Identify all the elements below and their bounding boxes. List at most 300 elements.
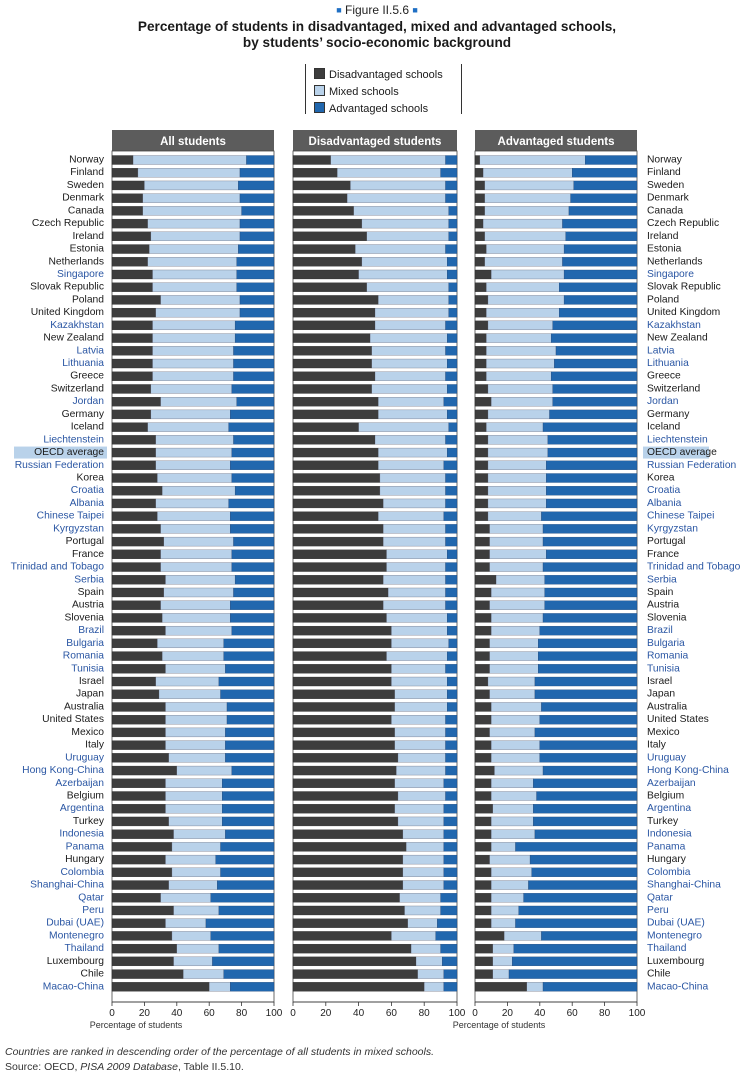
bar-disadvantaged-students-iceland-disadvantaged: [293, 423, 359, 432]
bar-disadvantaged-students-japan-advantaged: [447, 690, 457, 699]
bar-disadvantaged-students-argentina-mixed: [395, 804, 444, 813]
bar-disadvantaged-students-czech-republic-advantaged: [449, 219, 457, 228]
bar-all-students-chinese-taipei-disadvantaged: [112, 512, 157, 521]
bar-advantaged-students-netherlands-mixed: [485, 257, 563, 266]
bar-advantaged-students-austria-mixed: [490, 601, 545, 610]
country-label-latvia: Latvia: [76, 345, 104, 357]
bar-disadvantaged-students-new-zealand-disadvantaged: [293, 334, 370, 343]
country-label-right-austria: Austria: [647, 599, 680, 611]
bar-all-students-slovenia-advantaged: [230, 613, 274, 622]
bar-all-students-jordan-advantaged: [237, 397, 274, 406]
bar-disadvantaged-students-turkey-mixed: [398, 817, 444, 826]
country-label-right-liechtenstein: Liechtenstein: [647, 434, 708, 446]
country-label-right-uruguay: Uruguay: [647, 752, 686, 764]
bar-all-students-macao-china-mixed: [209, 982, 230, 991]
x-tick-label-disadvantaged-students-20: 20: [320, 1008, 332, 1019]
bar-all-students-poland-mixed: [161, 295, 240, 304]
bar-advantaged-students-czech-republic-disadvantaged: [475, 219, 483, 228]
country-label-right-croatia: Croatia: [647, 485, 681, 497]
bar-disadvantaged-students-liechtenstein-advantaged: [446, 435, 457, 444]
bar-all-students-peru-disadvantaged: [112, 906, 174, 915]
bar-advantaged-students-denmark-advantaged: [571, 194, 637, 203]
country-label-jordan: Jordan: [72, 396, 104, 408]
bar-advantaged-students-shanghai-china-advantaged: [528, 881, 637, 890]
bar-advantaged-students-albania-disadvantaged: [475, 499, 488, 508]
bar-advantaged-students-chile-advantaged: [509, 970, 637, 979]
bar-advantaged-students-russian-federation-mixed: [488, 461, 546, 470]
bar-all-students-hong-kong-china-advantaged: [232, 766, 274, 775]
bar-all-students-finland-mixed: [138, 168, 240, 177]
bar-disadvantaged-students-france-mixed: [386, 550, 447, 559]
country-label-right-greece: Greece: [647, 370, 681, 382]
bar-disadvantaged-students-uruguay-mixed: [398, 753, 446, 762]
bar-advantaged-students-oecd-average-disadvantaged: [475, 448, 488, 457]
bar-all-students-chile-advantaged: [224, 970, 274, 979]
bar-advantaged-students-chile-disadvantaged: [475, 970, 493, 979]
bar-disadvantaged-students-greece-disadvantaged: [293, 372, 375, 381]
country-label-estonia: Estonia: [69, 243, 104, 255]
bar-disadvantaged-students-korea-advantaged: [446, 474, 457, 483]
bar-advantaged-students-united-kingdom-disadvantaged: [475, 308, 486, 317]
bar-disadvantaged-students-montenegro-disadvantaged: [293, 931, 391, 940]
bar-disadvantaged-students-korea-disadvantaged: [293, 474, 380, 483]
bar-disadvantaged-students-tunisia-advantaged: [446, 664, 457, 673]
country-label-right-poland: Poland: [647, 294, 680, 306]
bar-all-students-luxembourg-advantaged: [212, 957, 274, 966]
bar-all-students-liechtenstein-mixed: [156, 435, 234, 444]
bar-disadvantaged-students-sweden-mixed: [350, 181, 445, 190]
chart-title-line-1: Percentage of students in disadvantaged, mixed and advantaged schools,: [137, 19, 617, 34]
country-label-right-australia: Australia: [647, 701, 688, 713]
bar-advantaged-students-norway-advantaged: [585, 156, 637, 165]
bar-disadvantaged-students-norway-disadvantaged: [293, 156, 331, 165]
bar-advantaged-students-canada-disadvantaged: [475, 206, 485, 215]
bar-advantaged-students-tunisia-advantaged: [538, 664, 637, 673]
bar-disadvantaged-students-korea-mixed: [380, 474, 446, 483]
bar-disadvantaged-students-denmark-mixed: [347, 194, 445, 203]
x-axis-label-all-students: Percentage of students: [89, 1020, 183, 1030]
bar-disadvantaged-students-belgium-disadvantaged: [293, 792, 398, 801]
bar-all-students-croatia-disadvantaged: [112, 486, 162, 495]
bar-advantaged-students-bulgaria-disadvantaged: [475, 639, 490, 648]
country-label-right-iceland: Iceland: [647, 421, 681, 433]
bar-all-students-kazakhstan-advantaged: [235, 321, 274, 330]
country-label-norway: Norway: [69, 154, 104, 166]
country-label-brazil: Brazil: [78, 625, 104, 637]
bar-advantaged-students-indonesia-disadvantaged: [475, 830, 491, 839]
bar-disadvantaged-students-turkey-disadvantaged: [293, 817, 398, 826]
country-label-ireland: Ireland: [72, 230, 104, 242]
bar-advantaged-students-kyrgyzstan-advantaged: [543, 524, 637, 533]
bar-advantaged-students-tunisia-mixed: [490, 664, 539, 673]
bar-disadvantaged-students-kazakhstan-mixed: [375, 321, 446, 330]
bar-advantaged-students-spain-disadvantaged: [475, 588, 491, 597]
panel-title-disadvantaged-students: Disadvantaged students: [308, 136, 442, 148]
country-label-right-chile: Chile: [647, 968, 671, 980]
country-label-netherlands: Netherlands: [48, 256, 104, 268]
bar-disadvantaged-students-slovenia-mixed: [386, 613, 447, 622]
bar-disadvantaged-students-australia-disadvantaged: [293, 702, 395, 711]
bar-all-students-czech-republic-mixed: [148, 219, 240, 228]
bar-all-students-lithuania-mixed: [153, 359, 234, 368]
bar-disadvantaged-students-united-states-disadvantaged: [293, 715, 391, 724]
country-label-oecd-average: OECD average: [34, 447, 104, 459]
country-label-australia: Australia: [63, 701, 104, 713]
bar-disadvantaged-students-slovak-republic-disadvantaged: [293, 283, 367, 292]
bar-disadvantaged-students-hungary-advantaged: [444, 855, 457, 864]
bar-advantaged-students-trinidad-and-tobago-disadvantaged: [475, 563, 490, 572]
country-label-right-oecd-average: OECD average: [647, 447, 717, 459]
country-label-right-albania: Albania: [647, 497, 682, 509]
bar-advantaged-students-chinese-taipei-advantaged: [541, 512, 637, 521]
bar-advantaged-students-united-states-disadvantaged: [475, 715, 491, 724]
bar-all-students-estonia-mixed: [149, 245, 238, 254]
bar-all-students-dubai-uae-advantaged: [206, 919, 274, 928]
country-label-france: France: [71, 548, 104, 560]
bar-advantaged-students-germany-mixed: [488, 410, 550, 419]
bar-advantaged-students-shanghai-china-disadvantaged: [475, 881, 491, 890]
bar-all-students-qatar-mixed: [161, 893, 211, 902]
bar-advantaged-students-australia-advantaged: [541, 702, 637, 711]
bar-all-students-singapore-disadvantaged: [112, 270, 153, 279]
bar-advantaged-students-norway-mixed: [480, 156, 585, 165]
bar-disadvantaged-students-singapore-mixed: [359, 270, 448, 279]
bar-all-students-kyrgyzstan-mixed: [161, 524, 231, 533]
bar-advantaged-students-jordan-advantaged: [553, 397, 637, 406]
bar-disadvantaged-students-australia-mixed: [395, 702, 447, 711]
bar-disadvantaged-students-albania-mixed: [383, 499, 445, 508]
bar-all-students-russian-federation-advantaged: [230, 461, 274, 470]
bar-all-students-singapore-mixed: [153, 270, 237, 279]
bar-all-students-oecd-average-advantaged: [232, 448, 274, 457]
country-label-colombia: Colombia: [60, 866, 104, 878]
figure-square-icon: ■: [412, 5, 418, 15]
bar-disadvantaged-students-lithuania-advantaged: [447, 359, 457, 368]
bar-advantaged-students-korea-disadvantaged: [475, 474, 488, 483]
bar-disadvantaged-students-kyrgyzstan-advantaged: [446, 524, 457, 533]
bar-disadvantaged-students-norway-advantaged: [446, 156, 457, 165]
bar-advantaged-students-greece-disadvantaged: [475, 372, 486, 381]
bar-advantaged-students-jordan-mixed: [491, 397, 553, 406]
bar-all-students-switzerland-disadvantaged: [112, 384, 151, 393]
bar-advantaged-students-czech-republic-advantaged: [562, 219, 637, 228]
bar-disadvantaged-students-estonia-disadvantaged: [293, 245, 355, 254]
bar-all-students-tunisia-mixed: [165, 664, 225, 673]
bar-all-students-finland-advantaged: [240, 168, 274, 177]
bar-all-students-new-zealand-mixed: [153, 334, 236, 343]
bar-advantaged-students-kazakhstan-disadvantaged: [475, 321, 488, 330]
bar-all-students-brazil-disadvantaged: [112, 626, 165, 635]
bar-advantaged-students-azerbaijan-advantaged: [533, 779, 637, 788]
bar-disadvantaged-students-finland-disadvantaged: [293, 168, 337, 177]
bar-advantaged-students-liechtenstein-disadvantaged: [475, 435, 488, 444]
bar-advantaged-students-thailand-disadvantaged: [475, 944, 493, 953]
country-label-right-shanghai-china: Shanghai-China: [647, 879, 721, 891]
bar-disadvantaged-students-spain-disadvantaged: [293, 588, 388, 597]
bar-all-students-slovenia-mixed: [162, 613, 230, 622]
country-label-right-macao-china: Macao-China: [647, 981, 709, 993]
bar-advantaged-students-slovak-republic-disadvantaged: [475, 283, 486, 292]
country-label-right-peru: Peru: [647, 904, 669, 916]
bar-disadvantaged-students-oecd-average-mixed: [378, 448, 447, 457]
bar-advantaged-students-france-advantaged: [546, 550, 637, 559]
bar-advantaged-students-greece-advantaged: [551, 372, 637, 381]
bar-all-students-luxembourg-disadvantaged: [112, 957, 174, 966]
bar-advantaged-students-croatia-advantaged: [546, 486, 637, 495]
bar-disadvantaged-students-denmark-advantaged: [446, 194, 457, 203]
bar-disadvantaged-students-austria-disadvantaged: [293, 601, 383, 610]
bar-all-students-bulgaria-disadvantaged: [112, 639, 157, 648]
bar-disadvantaged-students-shanghai-china-advantaged: [444, 881, 457, 890]
bar-advantaged-students-slovenia-advantaged: [543, 613, 637, 622]
bar-all-students-italy-advantaged: [225, 741, 274, 750]
bar-advantaged-students-thailand-mixed: [493, 944, 514, 953]
bar-all-students-colombia-advantaged: [221, 868, 274, 877]
bar-advantaged-students-shanghai-china-mixed: [491, 881, 528, 890]
bar-all-students-australia-advantaged: [227, 702, 274, 711]
bar-all-students-estonia-advantaged: [238, 245, 274, 254]
bar-all-students-canada-disadvantaged: [112, 206, 143, 215]
bar-all-students-israel-advantaged: [219, 677, 274, 686]
x-tick-label-all-students-100: 100: [265, 1008, 283, 1019]
bar-all-students-korea-disadvantaged: [112, 474, 157, 483]
country-label-right-indonesia: Indonesia: [647, 828, 692, 840]
bar-advantaged-students-latvia-advantaged: [556, 346, 637, 355]
country-label-poland: Poland: [71, 294, 104, 306]
bar-disadvantaged-students-denmark-disadvantaged: [293, 194, 347, 203]
country-label-spain: Spain: [77, 586, 104, 598]
bar-advantaged-students-serbia-disadvantaged: [475, 575, 496, 584]
bar-disadvantaged-students-hong-kong-china-disadvantaged: [293, 766, 396, 775]
bar-all-students-russian-federation-mixed: [156, 461, 231, 470]
bar-disadvantaged-students-iceland-mixed: [359, 423, 449, 432]
bar-disadvantaged-students-netherlands-advantaged: [447, 257, 457, 266]
bar-disadvantaged-students-lithuania-mixed: [372, 359, 447, 368]
country-label-right-montenegro: Montenegro: [647, 930, 702, 942]
country-label-right-argentina: Argentina: [647, 803, 692, 815]
bar-all-students-azerbaijan-mixed: [165, 779, 222, 788]
bar-all-students-austria-mixed: [161, 601, 231, 610]
bar-advantaged-students-singapore-advantaged: [564, 270, 637, 279]
bar-advantaged-students-brazil-mixed: [491, 626, 540, 635]
bar-all-students-shanghai-china-mixed: [169, 881, 218, 890]
bar-advantaged-students-azerbaijan-disadvantaged: [475, 779, 491, 788]
bar-advantaged-students-lithuania-mixed: [486, 359, 554, 368]
bar-disadvantaged-students-slovak-republic-advantaged: [449, 283, 457, 292]
bar-advantaged-students-portugal-advantaged: [543, 537, 637, 546]
bar-all-students-netherlands-disadvantaged: [112, 257, 148, 266]
country-label-denmark: Denmark: [62, 192, 104, 204]
bar-advantaged-students-united-kingdom-advantaged: [559, 308, 637, 317]
bar-advantaged-students-colombia-mixed: [491, 868, 532, 877]
bar-advantaged-students-hungary-advantaged: [530, 855, 637, 864]
bar-advantaged-students-peru-mixed: [491, 906, 519, 915]
bar-all-students-dubai-uae-disadvantaged: [112, 919, 165, 928]
country-label-right-serbia: Serbia: [647, 574, 677, 586]
country-label-right-new-zealand: New Zealand: [647, 332, 708, 344]
bar-disadvantaged-students-estonia-advantaged: [446, 245, 457, 254]
bar-all-students-peru-mixed: [174, 906, 219, 915]
bar-all-students-greece-disadvantaged: [112, 372, 153, 381]
bar-disadvantaged-students-israel-mixed: [391, 677, 447, 686]
country-label-right-finland: Finland: [647, 167, 681, 179]
bar-advantaged-students-mexico-mixed: [490, 728, 535, 737]
bar-advantaged-students-slovenia-disadvantaged: [475, 613, 491, 622]
country-label-russian-federation: Russian Federation: [14, 459, 104, 471]
bar-advantaged-students-japan-advantaged: [535, 690, 637, 699]
bar-all-students-israel-disadvantaged: [112, 677, 156, 686]
bar-advantaged-students-united-kingdom-mixed: [486, 308, 559, 317]
bar-all-students-korea-advantaged: [232, 474, 274, 483]
country-label-albania: Albania: [69, 497, 104, 509]
bar-all-students-thailand-mixed: [177, 944, 219, 953]
bar-advantaged-students-chinese-taipei-disadvantaged: [475, 512, 488, 521]
country-label-right-czech-republic: Czech Republic: [647, 218, 720, 230]
country-label-right-thailand: Thailand: [647, 943, 687, 955]
bar-disadvantaged-students-jordan-advantaged: [444, 397, 457, 406]
bar-advantaged-students-montenegro-mixed: [504, 931, 541, 940]
bar-all-students-new-zealand-advantaged: [235, 334, 274, 343]
country-label-korea: Korea: [76, 472, 104, 484]
bar-disadvantaged-students-qatar-advantaged: [441, 893, 457, 902]
bar-disadvantaged-students-macao-china-advantaged: [444, 982, 457, 991]
bar-disadvantaged-students-croatia-advantaged: [446, 486, 457, 495]
bar-disadvantaged-students-serbia-advantaged: [446, 575, 457, 584]
bar-disadvantaged-students-sweden-advantaged: [446, 181, 457, 190]
bar-disadvantaged-students-brazil-mixed: [391, 626, 447, 635]
bar-all-students-panama-advantaged: [221, 842, 274, 851]
bar-advantaged-students-korea-advantaged: [546, 474, 637, 483]
figure-square-icon: ■: [336, 5, 342, 15]
bar-all-students-shanghai-china-disadvantaged: [112, 881, 169, 890]
bar-advantaged-students-norway-disadvantaged: [475, 156, 480, 165]
bar-disadvantaged-students-ireland-disadvantaged: [293, 232, 367, 241]
bar-advantaged-students-korea-mixed: [488, 474, 546, 483]
bar-advantaged-students-albania-mixed: [488, 499, 546, 508]
bar-disadvantaged-students-hong-kong-china-advantaged: [446, 766, 457, 775]
country-label-belgium: Belgium: [66, 790, 104, 802]
bar-disadvantaged-students-poland-advantaged: [449, 295, 457, 304]
bar-advantaged-students-argentina-advantaged: [533, 804, 637, 813]
country-label-right-belgium: Belgium: [647, 790, 685, 802]
bar-all-students-romania-disadvantaged: [112, 652, 162, 661]
legend-label-disadvantaged: Disadvantaged schools: [329, 69, 443, 81]
bar-all-students-belgium-disadvantaged: [112, 792, 165, 801]
bar-advantaged-students-czech-republic-mixed: [483, 219, 562, 228]
country-label-right-israel: Israel: [647, 676, 673, 688]
bar-disadvantaged-students-bulgaria-disadvantaged: [293, 639, 391, 648]
bar-disadvantaged-students-tunisia-mixed: [391, 664, 445, 673]
country-label-hong-kong-china: Hong Kong-China: [22, 765, 104, 777]
country-label-slovenia: Slovenia: [64, 612, 104, 624]
bar-disadvantaged-students-united-kingdom-advantaged: [449, 308, 457, 317]
bar-advantaged-students-lithuania-disadvantaged: [475, 359, 486, 368]
bar-advantaged-students-finland-mixed: [483, 168, 572, 177]
bar-all-students-hungary-advantaged: [216, 855, 274, 864]
country-label-slovak-republic: Slovak Republic: [30, 281, 104, 293]
bar-advantaged-students-italy-mixed: [491, 741, 540, 750]
bar-all-students-israel-mixed: [156, 677, 219, 686]
bar-disadvantaged-students-kyrgyzstan-mixed: [383, 524, 445, 533]
country-label-right-trinidad-and-tobago: Trinidad and Tobago: [647, 561, 741, 573]
bar-advantaged-students-hungary-disadvantaged: [475, 855, 490, 864]
x-tick-label-advantaged-students-60: 60: [566, 1008, 578, 1019]
bar-advantaged-students-switzerland-disadvantaged: [475, 384, 488, 393]
bar-advantaged-students-serbia-mixed: [496, 575, 545, 584]
bar-disadvantaged-students-qatar-mixed: [400, 893, 441, 902]
bar-disadvantaged-students-peru-advantaged: [441, 906, 457, 915]
bar-disadvantaged-students-albania-disadvantaged: [293, 499, 383, 508]
bar-disadvantaged-students-estonia-mixed: [355, 245, 445, 254]
bar-advantaged-students-dubai-uae-advantaged: [516, 919, 638, 928]
source-prefix: Source: OECD,: [5, 1061, 81, 1073]
bar-advantaged-students-iceland-advantaged: [543, 423, 637, 432]
country-label-right-kazakhstan: Kazakhstan: [647, 319, 701, 331]
country-label-thailand: Thailand: [64, 943, 104, 955]
bar-disadvantaged-students-kazakhstan-disadvantaged: [293, 321, 375, 330]
country-label-chile: Chile: [80, 968, 104, 980]
bar-all-students-indonesia-advantaged: [225, 830, 274, 839]
bar-all-students-panama-disadvantaged: [112, 842, 172, 851]
bar-all-students-estonia-disadvantaged: [112, 245, 149, 254]
bar-disadvantaged-students-mexico-mixed: [395, 728, 446, 737]
bar-disadvantaged-students-oecd-average-advantaged: [447, 448, 457, 457]
bar-disadvantaged-students-uruguay-advantaged: [446, 753, 457, 762]
bar-disadvantaged-students-qatar-disadvantaged: [293, 893, 400, 902]
bar-disadvantaged-students-macao-china-mixed: [424, 982, 444, 991]
bar-disadvantaged-students-lithuania-disadvantaged: [293, 359, 372, 368]
bar-advantaged-students-turkey-disadvantaged: [475, 817, 491, 826]
country-label-right-united-states: United States: [647, 714, 709, 726]
bar-advantaged-students-denmark-mixed: [485, 194, 571, 203]
bar-advantaged-students-canada-mixed: [485, 206, 569, 215]
country-label-right-france: France: [647, 548, 680, 560]
bar-disadvantaged-students-jordan-disadvantaged: [293, 397, 378, 406]
country-label-right-switzerland: Switzerland: [647, 383, 701, 395]
country-label-trinidad-and-tobago: Trinidad and Tobago: [10, 561, 104, 573]
bar-advantaged-students-russian-federation-advantaged: [546, 461, 637, 470]
bar-all-students-latvia-advantaged: [234, 346, 275, 355]
bar-advantaged-students-spain-mixed: [491, 588, 544, 597]
bar-all-students-croatia-advantaged: [235, 486, 274, 495]
bar-disadvantaged-students-indonesia-advantaged: [444, 830, 457, 839]
bar-advantaged-students-netherlands-advantaged: [562, 257, 637, 266]
panel-title-all-students: All students: [160, 136, 226, 148]
bar-disadvantaged-students-argentina-advantaged: [444, 804, 457, 813]
bar-all-students-azerbaijan-advantaged: [222, 779, 274, 788]
bar-all-students-portugal-mixed: [164, 537, 234, 546]
country-label-montenegro: Montenegro: [49, 930, 104, 942]
bar-advantaged-students-jordan-disadvantaged: [475, 397, 491, 406]
bar-all-students-colombia-mixed: [172, 868, 221, 877]
bar-advantaged-students-romania-mixed: [490, 652, 539, 661]
bar-all-students-canada-advantaged: [242, 206, 274, 215]
bar-disadvantaged-students-argentina-disadvantaged: [293, 804, 395, 813]
country-label-right-korea: Korea: [647, 472, 675, 484]
bar-all-students-united-states-advantaged: [227, 715, 274, 724]
bar-all-students-denmark-disadvantaged: [112, 194, 143, 203]
bar-disadvantaged-students-canada-disadvantaged: [293, 206, 354, 215]
bar-all-students-croatia-mixed: [162, 486, 235, 495]
bar-all-students-slovak-republic-disadvantaged: [112, 283, 153, 292]
bar-advantaged-students-brazil-advantaged: [540, 626, 637, 635]
bar-all-students-slovak-republic-advantaged: [237, 283, 274, 292]
bar-all-students-spain-advantaged: [234, 588, 275, 597]
bar-all-students-macao-china-disadvantaged: [112, 982, 209, 991]
bar-all-students-hungary-mixed: [165, 855, 215, 864]
bar-disadvantaged-students-israel-disadvantaged: [293, 677, 391, 686]
bar-all-students-lithuania-advantaged: [234, 359, 275, 368]
